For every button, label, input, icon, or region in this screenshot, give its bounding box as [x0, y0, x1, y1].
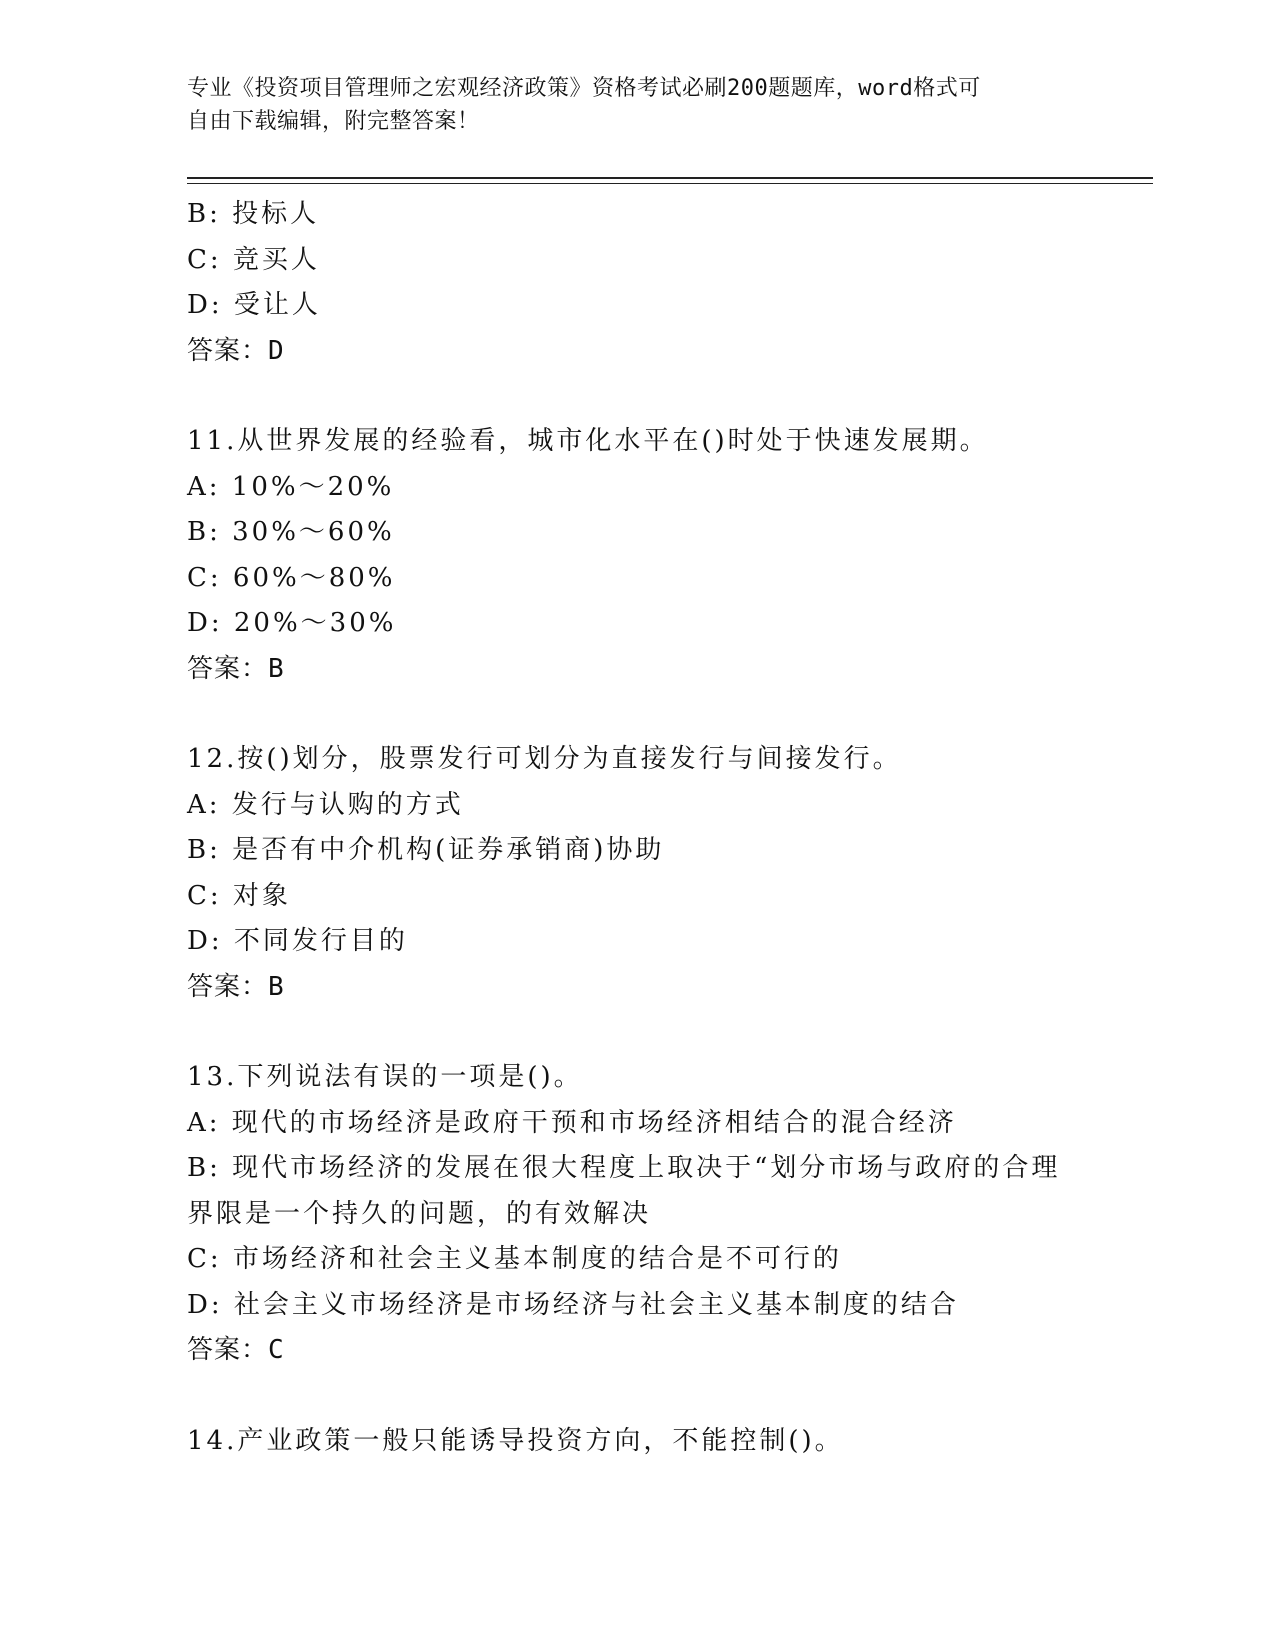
page-header — [187, 72, 1067, 138]
option-b-line-1: B: 现代市场经济的发展在很大程度上取决于“划分市场与政府的合理 — [187, 1153, 1061, 1183]
answer: 答案：B — [187, 653, 285, 684]
option-b: B: 30%～60% — [187, 517, 395, 547]
question-14 — [187, 1419, 1087, 1465]
question-content — [187, 192, 1087, 1464]
option-c: C: 60%～80% — [187, 562, 396, 593]
option-b-line-2: 界限是一个持久的问题，的有效解决 — [187, 1198, 652, 1229]
option-d: D: 受让人 — [187, 290, 321, 320]
question-10-tail — [187, 192, 1087, 374]
question-text: 12.按()划分，股票发行可划分为直接发行与间接发行。 — [187, 744, 902, 774]
question-text: 14.产业政策一般只能诱导投资方向，不能控制()。 — [187, 1425, 844, 1456]
header-line-2: 自由下载编辑，附完整答案！ — [187, 109, 480, 134]
option-a: A: 发行与认购的方式 — [187, 789, 464, 820]
header-rule-thin — [187, 183, 1153, 184]
option-d: D: 不同发行目的 — [187, 926, 408, 956]
option-d: D: 20%～30% — [187, 608, 397, 638]
answer: 答案：C — [187, 1335, 285, 1365]
option-c: C: 市场经济和社会主义基本制度的结合是不可行的 — [187, 1244, 842, 1274]
question-text: 13.下列说法有误的一项是()。 — [187, 1062, 583, 1092]
question-13 — [187, 1055, 1087, 1374]
option-c: C: 竞买人 — [187, 244, 320, 275]
option-d: D: 社会主义市场经济是市场经济与社会主义基本制度的结合 — [187, 1289, 959, 1320]
question-12 — [187, 737, 1087, 1010]
header-line-1: 专业《投资项目管理师之宏观经济政策》资格考试必刷200题题库，word格式可 — [187, 76, 981, 101]
option-a: A: 现代的市场经济是政府干预和市场经济相结合的混合经济 — [187, 1107, 957, 1138]
option-a: A: 10%～20% — [187, 471, 395, 502]
header-rule-thick — [187, 177, 1153, 179]
question-text: 11.从世界发展的经验看，城市化水平在()时处于快速发展期。 — [187, 426, 989, 456]
option-b: B: 投标人 — [187, 199, 320, 229]
answer: 答案：D — [187, 335, 285, 366]
answer: 答案：B — [187, 971, 285, 1002]
option-b: B: 是否有中介机构(证券承销商)协助 — [187, 835, 665, 865]
option-c: C: 对象 — [187, 880, 291, 911]
question-11 — [187, 419, 1087, 692]
